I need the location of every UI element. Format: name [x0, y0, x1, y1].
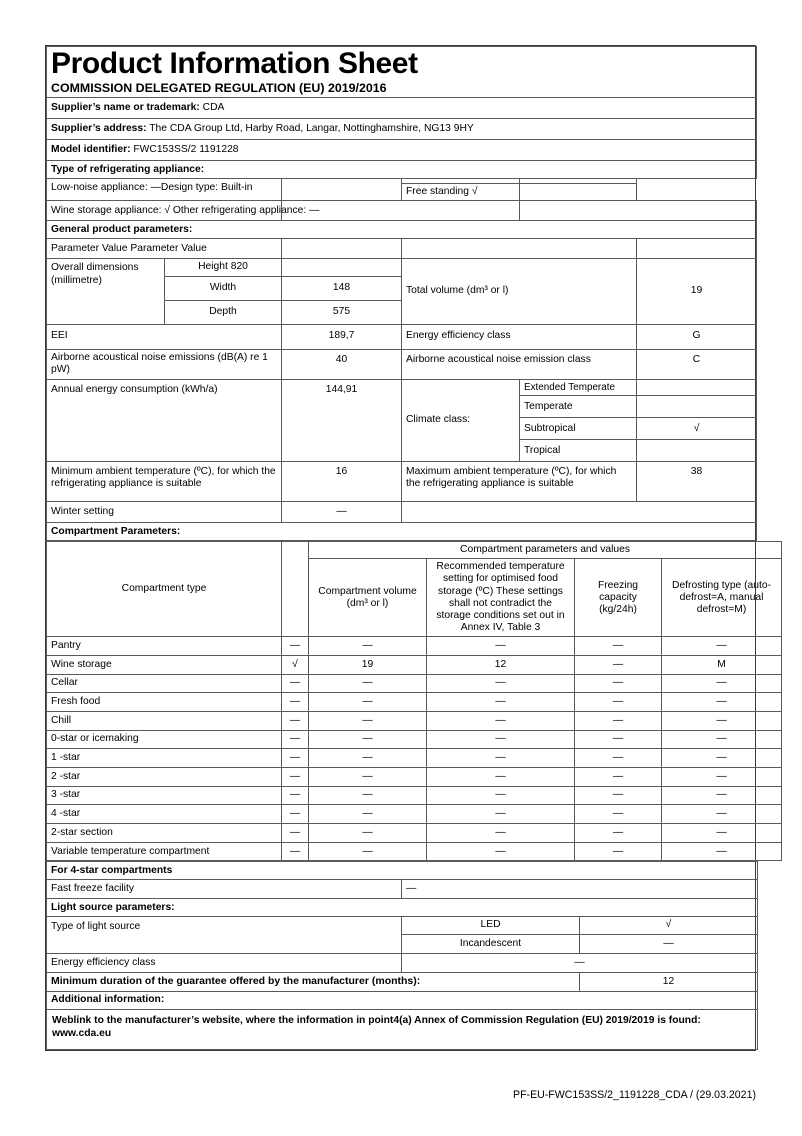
compartment-type-9: 4 -star — [47, 805, 282, 824]
table-row — [47, 637, 782, 656]
compartment-defrost-7: — — [662, 768, 782, 787]
dimension-value-width: 148 — [282, 276, 402, 300]
compartment-present-3: — — [282, 693, 309, 712]
dimension-row-height — [47, 259, 757, 276]
compartment-section-title: Compartment Parameters: — [47, 523, 757, 541]
incandescent-label: Incandescent — [402, 934, 580, 953]
compartment-freezing-4: — — [575, 711, 662, 730]
page-subtitle: COMMISSION DELEGATED REGULATION (EU) 2019/2016 — [51, 80, 387, 95]
parameter-value-header-row — [47, 239, 757, 259]
annual-energy-row — [47, 379, 757, 396]
climate-class-value-2: √ — [637, 418, 757, 440]
model-label: Model identifier: — [51, 144, 131, 156]
annual-energy-label: Annual energy consumption (kWh/a) — [47, 379, 282, 462]
compartment-freezing-5: — — [575, 730, 662, 749]
compartment-temp-8: — — [427, 786, 575, 805]
dimension-value-depth: 575 — [282, 300, 402, 324]
compartment-temp-2: — — [427, 674, 575, 693]
light-energy-class-label: Energy efficiency class — [47, 953, 402, 972]
climate-class-name-0: Extended Temperate — [520, 379, 637, 396]
compartment-defrost-3: — — [662, 693, 782, 712]
weblink-text: Weblink to the manufacturer’s website, where the information in point4(a) Annex of Commission Regulation (EU) 2019/2019 is found: www.cda.eu — [47, 1009, 758, 1049]
compartment-freezing-6: — — [575, 749, 662, 768]
general-section-title: General product parameters: — [47, 221, 757, 239]
compartment-temp-5: — — [427, 730, 575, 749]
compartment-defrost-5: — — [662, 730, 782, 749]
compartment-volume-10: — — [309, 824, 427, 843]
supplier-address-cell — [47, 119, 757, 140]
compartment-type-8: 3 -star — [47, 786, 282, 805]
compartment-type-0: Pantry — [47, 637, 282, 656]
climate-class-name-1: Temperate — [520, 396, 637, 418]
dimension-name-depth: Depth — [165, 300, 282, 324]
guarantee-label: Minimum duration of the guarantee offered by the manufacturer (months): — [47, 972, 580, 991]
compartment-volume-8: — — [309, 786, 427, 805]
table-row — [47, 768, 782, 787]
compartment-defrost-4: — — [662, 711, 782, 730]
compartment-present-4: — — [282, 711, 309, 730]
compartment-type-2: Cellar — [47, 674, 282, 693]
table-row — [47, 824, 782, 843]
low-noise-design-type: Low-noise appliance: —Design type: Built-in — [47, 179, 282, 201]
parameter-value-header: Parameter Value Parameter Value — [47, 239, 282, 259]
compartment-group-header-row — [47, 542, 782, 559]
compartment-type-4: Chill — [47, 711, 282, 730]
dimension-name-width: Width — [165, 276, 282, 300]
eei-row — [47, 324, 757, 349]
compartment-volume-2: — — [309, 674, 427, 693]
light-source-section-title: Light source parameters: — [47, 899, 758, 917]
fast-freeze-value: — — [402, 880, 758, 899]
compartment-temp-0: — — [427, 637, 575, 656]
compartment-temp-9: — — [427, 805, 575, 824]
compartment-volume-header: Compartment volume (dm³ or l) — [309, 559, 427, 637]
led-label: LED — [402, 917, 580, 934]
min-temp-value: 16 — [282, 462, 402, 502]
compartment-defrost-9: — — [662, 805, 782, 824]
compartment-defrost-11: — — [662, 842, 782, 861]
supplier-name-value: CDA — [202, 102, 225, 114]
ambient-temperature-row — [47, 462, 757, 502]
supplier-name-cell — [47, 98, 757, 119]
title-row — [47, 47, 757, 98]
compartment-present-9: — — [282, 805, 309, 824]
compartment-type-11: Variable temperature compartment — [47, 842, 282, 861]
annual-energy-value: 144,91 — [282, 379, 402, 462]
weblink-row — [47, 1009, 758, 1049]
compartment-volume-1: 19 — [309, 655, 427, 674]
model-row — [47, 140, 757, 161]
appliance-type-spacer-1 — [282, 179, 402, 201]
guarantee-row — [47, 972, 758, 991]
winter-setting-row — [47, 502, 757, 523]
winter-setting-value: — — [282, 502, 402, 523]
compartment-section-row — [47, 523, 757, 541]
climate-class-name-2: Subtropical — [520, 418, 637, 440]
param-header-blank-3 — [637, 239, 757, 259]
compartment-temp-7: — — [427, 768, 575, 787]
max-temp-value: 38 — [637, 462, 757, 502]
wine-storage-other-appliance: Wine storage appliance: √ Other refrigerating appliance: — — [47, 201, 282, 221]
param-header-blank-2 — [402, 239, 637, 259]
table-row — [47, 655, 782, 674]
led-value: √ — [580, 917, 758, 934]
general-section-row — [47, 221, 757, 239]
compartment-freezing-7: — — [575, 768, 662, 787]
min-temp-label: Minimum ambient temperature (ºC), for which the refrigerating appliance is suitable — [47, 462, 282, 502]
compartment-defrost-header: Defrosting type (auto-defrost=A, manual defrost=M) — [662, 559, 782, 637]
appliance-type-section-row — [47, 161, 757, 179]
table-row — [47, 842, 782, 861]
model-cell — [47, 140, 757, 161]
compartment-present-0: — — [282, 637, 309, 656]
compartment-freezing-9: — — [575, 805, 662, 824]
light-source-type-label: Type of light source — [47, 917, 402, 953]
wine-storage-blank-2 — [520, 201, 757, 221]
eei-label: EEI — [47, 324, 282, 349]
compartment-temp-1: 12 — [427, 655, 575, 674]
compartment-volume-9: — — [309, 805, 427, 824]
total-volume-value: 19 — [637, 259, 757, 324]
max-temp-label: Maximum ambient temperature (ºC), for which the refrigerating appliance is suitable — [402, 462, 637, 502]
compartment-type-1: Wine storage — [47, 655, 282, 674]
compartment-temp-11: — — [427, 842, 575, 861]
energy-class-label: Energy efficiency class — [402, 324, 637, 349]
compartment-type-6: 1 -star — [47, 749, 282, 768]
compartment-freezing-header: Freezing capacity (kg/24h) — [575, 559, 662, 637]
compartment-type-10: 2-star section — [47, 824, 282, 843]
compartment-freezing-0: — — [575, 637, 662, 656]
light-source-section-row — [47, 899, 758, 917]
compartment-freezing-3: — — [575, 693, 662, 712]
table-row — [47, 805, 782, 824]
compartment-volume-3: — — [309, 693, 427, 712]
climate-class-value-3 — [637, 440, 757, 462]
climate-class-name-3: Tropical — [520, 440, 637, 462]
supplier-address-row — [47, 119, 757, 140]
climate-class-value-1 — [637, 396, 757, 418]
supplier-name-label: Supplier’s name or trademark: — [51, 102, 200, 114]
noise-class-label: Airborne acoustical noise emission class — [402, 349, 637, 379]
dimension-name-height: Height 820 — [165, 259, 282, 276]
page-title: Product Information Sheet — [51, 47, 418, 80]
compartment-volume-7: — — [309, 768, 427, 787]
footer-sections-table — [46, 861, 758, 1049]
total-volume-label: Total volume (dm³ or l) — [402, 259, 637, 324]
climate-class-label: Climate class: — [402, 379, 520, 462]
compartment-volume-6: — — [309, 749, 427, 768]
light-energy-class-row — [47, 953, 758, 972]
guarantee-value: 12 — [580, 972, 758, 991]
supplier-name-row — [47, 98, 757, 119]
compartment-present-header — [282, 542, 309, 637]
additional-info-row — [47, 991, 758, 1009]
fast-freeze-row — [47, 880, 758, 899]
table-row — [47, 730, 782, 749]
compartment-present-1: √ — [282, 655, 309, 674]
supplier-address-value: The CDA Group Ltd, Harby Road, Langar, Nottinghamshire, NG13 9HY — [149, 123, 474, 135]
four-star-section-title: For 4-star compartments — [47, 862, 758, 880]
compartment-defrost-1: M — [662, 655, 782, 674]
compartment-defrost-0: — — [662, 637, 782, 656]
compartment-present-6: — — [282, 749, 309, 768]
compartment-present-8: — — [282, 786, 309, 805]
compartment-freezing-10: — — [575, 824, 662, 843]
four-star-section-row — [47, 862, 758, 880]
document-footer-reference: PF-EU-FWC153SS/2_1191228_CDA / (29.03.2021) — [513, 1089, 756, 1101]
winter-setting-label: Winter setting — [47, 502, 282, 523]
wine-storage-type-row — [47, 201, 757, 221]
compartment-present-11: — — [282, 842, 309, 861]
compartment-defrost-8: — — [662, 786, 782, 805]
compartment-table — [46, 541, 782, 861]
free-standing-blank — [520, 184, 637, 201]
noise-value: 40 — [282, 349, 402, 379]
compartment-freezing-2: — — [575, 674, 662, 693]
noise-class-value: C — [637, 349, 757, 379]
table-row — [47, 693, 782, 712]
compartment-type-7: 2 -star — [47, 768, 282, 787]
param-header-blank-1 — [282, 239, 402, 259]
incandescent-value: — — [580, 934, 758, 953]
noise-label: Airborne acoustical noise emissions (dB(A) re 1 pW) — [47, 349, 282, 379]
compartment-present-7: — — [282, 768, 309, 787]
compartment-present-5: — — [282, 730, 309, 749]
compartment-volume-0: — — [309, 637, 427, 656]
compartment-temp-3: — — [427, 693, 575, 712]
fast-freeze-label: Fast freeze facility — [47, 880, 402, 899]
model-value: FWC153SS/2 1191228 — [133, 144, 239, 156]
compartment-freezing-1: — — [575, 655, 662, 674]
supplier-address-label: Supplier’s address: — [51, 123, 147, 135]
compartment-temp-4: — — [427, 711, 575, 730]
compartment-temp-setting-header: Recommended temperature setting for optimised food storage (ºC) These settings shall not contradict the storage conditions set out in Annex IV, Table 3 — [427, 559, 575, 637]
compartment-type-3: Fresh food — [47, 693, 282, 712]
sheet-border — [45, 45, 772, 1051]
compartment-type-5: 0-star or icemaking — [47, 730, 282, 749]
eei-value: 189,7 — [282, 324, 402, 349]
compartment-temp-10: — — [427, 824, 575, 843]
compartment-values-group-header: Compartment parameters and values — [309, 542, 782, 559]
winter-setting-blank — [402, 502, 757, 523]
compartment-defrost-10: — — [662, 824, 782, 843]
compartment-defrost-2: — — [662, 674, 782, 693]
light-source-led-row — [47, 917, 758, 934]
title-cell — [47, 47, 757, 98]
compartment-volume-11: — — [309, 842, 427, 861]
noise-row — [47, 349, 757, 379]
compartment-defrost-6: — — [662, 749, 782, 768]
table-row — [47, 674, 782, 693]
table-row — [47, 786, 782, 805]
compartment-freezing-11: — — [575, 842, 662, 861]
table-row — [47, 749, 782, 768]
light-energy-class-value: — — [402, 953, 758, 972]
compartment-volume-5: — — [309, 730, 427, 749]
energy-class-value: G — [637, 324, 757, 349]
table-row — [47, 711, 782, 730]
compartment-volume-4: — — [309, 711, 427, 730]
compartment-present-2: — — [282, 674, 309, 693]
overall-dimensions-label: Overall dimensions (millimetre) — [47, 259, 165, 324]
main-table — [46, 46, 757, 541]
dimension-value-height — [282, 259, 402, 276]
additional-info-label: Additional information: — [47, 991, 758, 1009]
compartment-present-10: — — [282, 824, 309, 843]
compartment-temp-6: — — [427, 749, 575, 768]
climate-class-value-0 — [637, 379, 757, 396]
compartment-freezing-8: — — [575, 786, 662, 805]
appliance-type-section-title: Type of refrigerating appliance: — [47, 161, 757, 179]
free-standing-label: Free standing √ — [402, 184, 520, 201]
compartment-type-header: Compartment type — [47, 542, 282, 637]
